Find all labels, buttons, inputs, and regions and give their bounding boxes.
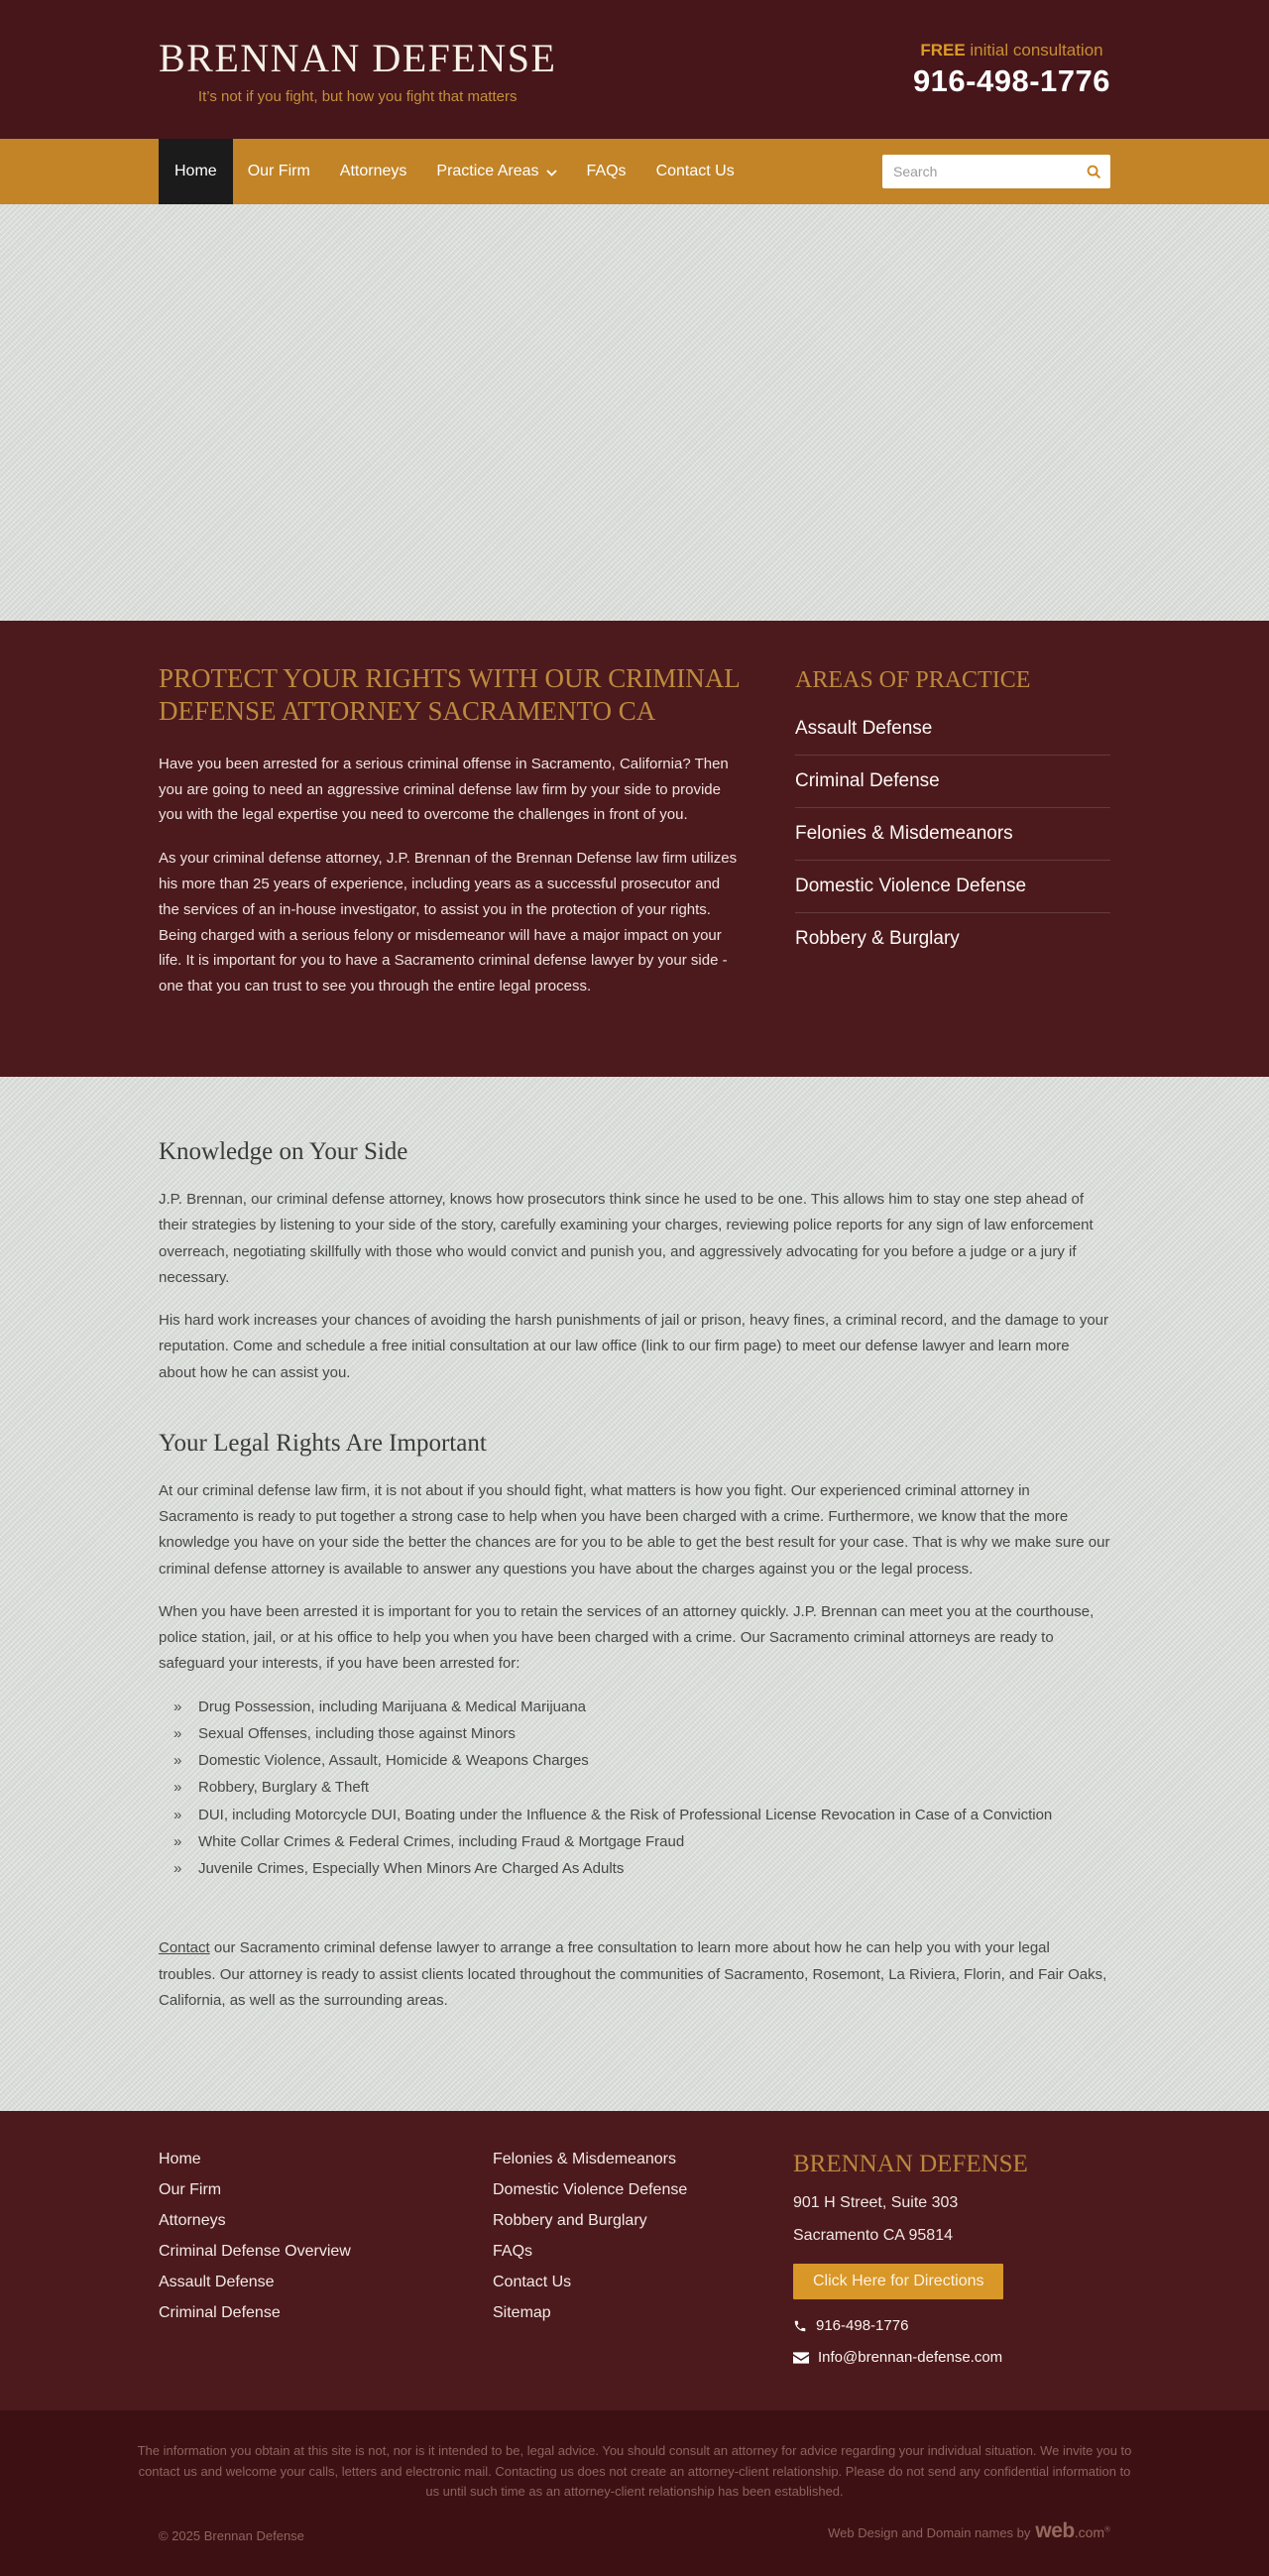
- search-icon[interactable]: [1083, 165, 1110, 179]
- list-item: » Robbery, Burglary & Theft: [173, 1775, 1110, 1801]
- footer-email-row[interactable]: [793, 2349, 1110, 2366]
- nav-item-practice-areas[interactable]: [421, 139, 571, 204]
- site-footer: [0, 2111, 1269, 2410]
- brand[interactable]: [159, 35, 556, 105]
- legal-rights-paragraph: At our criminal defense law firm, it is not about if you should fight, what matters is how you fight. Our experienced criminal attorney in Sacramento is ready to put together a strong case to help when you have been charged with a crime. Furthermore, we know that the more knowledge you have on your side the better the chances are for you to be able to get the best result for your case. That is why we make sure our criminal defense attorney is available to answer any questions you have about the charges against you or the legal process.: [159, 1481, 1110, 1578]
- footer-address-line1: 901 H Street, Suite 303: [793, 2194, 959, 2211]
- closing-text: our Sacramento criminal defense lawyer to arrange a free consultation to learn more about how he can help you with your legal troubles. Our attorney is ready to assist clients located throughout the communities of Sacramento, Rosemont, La Riviera, Florin, and Fair Oaks, California, as well as the surrounding areas.: [159, 1939, 1107, 2009]
- footer-link-criminal-defense-overview[interactable]: Criminal Defense Overview: [159, 2243, 351, 2260]
- arrow-bullet-icon: »: [173, 1779, 182, 1797]
- arrow-bullet-icon: »: [173, 1806, 182, 1823]
- search-input[interactable]: [882, 164, 1083, 179]
- footer-column-2: [493, 2151, 793, 2381]
- knowledge-paragraph: His hard work increases your chances of avoiding the harsh punishments of jail or prison, heavy fines, a criminal record, and the damage to your reputation. Come and schedule a free initial consultation at our law office (link to our firm page) to meet our defense lawyer and learn more about how he can assist you.: [159, 1312, 1108, 1381]
- nav-item-contact-us[interactable]: Contact Us: [655, 163, 735, 179]
- legal-rights-heading: Your Legal Rights Are Important: [159, 1429, 487, 1457]
- arrow-bullet-icon: »: [173, 1860, 182, 1877]
- arrow-bullet-icon: »: [173, 1724, 182, 1742]
- nav-list: [159, 139, 750, 204]
- list-item: » Domestic Violence, Assault, Homicide & Weapons Charges: [173, 1748, 1110, 1774]
- list-item: » White Collar Crimes & Federal Crimes, including Fraud & Mortgage Fraud: [173, 1829, 1110, 1855]
- webcom-logo[interactable]: web.com®: [1035, 2518, 1110, 2542]
- footer-phone-number[interactable]: 916-498-1776: [816, 2317, 909, 2334]
- header-cta: [913, 41, 1110, 99]
- intro-section: [0, 621, 1269, 1077]
- arrow-bullet-icon: »: [173, 1752, 182, 1769]
- arrow-bullet-icon: »: [173, 1698, 182, 1715]
- footer-link-felonies-misdemeanors[interactable]: Felonies & Misdemeanors: [493, 2151, 676, 2167]
- list-item: » Drug Possession, including Marijuana & Medical Marijuana: [173, 1695, 1110, 1720]
- free-consultation-text: [913, 41, 1110, 60]
- hero-image: [0, 204, 1269, 621]
- arrow-bullet-icon: »: [173, 1832, 182, 1850]
- chevron-down-icon: [546, 170, 557, 176]
- nav-item-home[interactable]: Home: [159, 139, 233, 204]
- footer-link-criminal-defense[interactable]: Criminal Defense: [159, 2304, 281, 2321]
- legal-rights-paragraph: When you have been arrested it is important for you to retain the services of an attorney quickly. J.P. Brennan can meet you at the courthouse, police station, jail, or at his office to help you when you have been charged with a crime. Our Sacramento criminal attorneys are ready to safeguard your interests, if you have been arrested for:: [159, 1602, 1095, 1673]
- footer-link-contact-us[interactable]: Contact Us: [493, 2274, 572, 2290]
- intro-main: [159, 662, 742, 1017]
- footer-address-line2: Sacramento CA 95814: [793, 2227, 953, 2244]
- consultation-label: initial consultation: [970, 40, 1103, 59]
- site-header: [0, 0, 1269, 139]
- copyright-text: © 2025 Brennan Defense: [159, 2527, 304, 2543]
- registered-mark: ®: [1104, 2524, 1110, 2534]
- footer-link-home[interactable]: Home: [159, 2151, 201, 2167]
- nav-item-practice-areas-label: Practice Areas: [436, 163, 539, 179]
- list-item: » DUI, including Motorcycle DUI, Boating under the Influence & the Risk of Professional License Revocation in Case of a Conviction: [173, 1803, 1110, 1828]
- footer-link-our-firm[interactable]: Our Firm: [159, 2181, 222, 2198]
- knowledge-paragraph: J.P. Brennan, our criminal defense attorney, knows how prosecutors think since he used to be one. This allows him to stay one step ahead of their strategies by listening to your side of the story, carefully examining your charges, reviewing police reports for any sign of law enforcement overreach, negotiating skillfully with those who would convict and punish you, and aggressively advocating for you before a judge or a jury if necessary.: [159, 1191, 1094, 1286]
- footer-link-domestic-violence-defense[interactable]: Domestic Violence Defense: [493, 2181, 688, 2198]
- closing-paragraph: [159, 1935, 1110, 2014]
- header-phone-number[interactable]: 916-498-1776: [912, 62, 1110, 98]
- legal-disclaimer: The information you obtain at this site is not, nor is it intended to be, legal advice. You should consult an attorney for advice regarding your individual situation. We invite you to contact us and welcome your calls, letters and electronic mail. Contacting us does not create an attorney-client relationship. Please do not send any confidential information to us until such time as an attorney-client relationship has been established.: [137, 2443, 1132, 2500]
- intro-paragraph: Have you been arrested for a serious criminal offense in Sacramento, California? Then you are going to need an aggressive criminal defense law firm by your side to provide you with the legal expertise you need to overcome the challenges in front of you.: [159, 755, 729, 824]
- phone-icon: [793, 2319, 807, 2333]
- site-tagline: It’s not if you fight, but how you fight that matters: [197, 87, 518, 105]
- charges-list: [173, 1695, 1110, 1883]
- knowledge-heading: Knowledge on Your Side: [159, 1138, 408, 1165]
- footer-column-1: [159, 2151, 493, 2381]
- contact-link[interactable]: Contact: [159, 1939, 210, 1957]
- directions-button[interactable]: Click Here for Directions: [793, 2264, 1003, 2299]
- practice-area-link-robbery-burglary[interactable]: Robbery & Burglary: [795, 928, 960, 949]
- practice-area-link-domestic-violence[interactable]: Domestic Violence Defense: [795, 861, 1110, 913]
- nav-item-attorneys[interactable]: Attorneys: [339, 163, 407, 179]
- free-label: FREE: [920, 40, 966, 59]
- footer-link-robbery-burglary[interactable]: Robbery and Burglary: [493, 2212, 647, 2229]
- practice-area-link-assault-defense[interactable]: Assault Defense: [795, 703, 1110, 756]
- intro-paragraph: As your criminal defense attorney, J.P. Brennan of the Brennan Defense law firm utilizes his more than 25 years of experience, including years as a successful prosecutor and the services of an in-house investigator, to assist you in the protection of your rights. Being charged with a serious felony or misdemeanor will have a major impact on your life. It is important for you to have a Sacramento criminal defense lawyer by your side - one that you can trust to see you through the entire legal process.: [159, 850, 738, 995]
- intro-heading: PROTECT YOUR RIGHTS WITH OUR CRIMINAL DEFENSE ATTORNEY SACRAMENTO CA: [159, 663, 740, 726]
- footer-link-sitemap[interactable]: Sitemap: [493, 2304, 551, 2321]
- nav-item-our-firm[interactable]: Our Firm: [247, 163, 310, 179]
- footer-link-faqs[interactable]: FAQs: [493, 2243, 533, 2260]
- search-box: [882, 155, 1110, 188]
- list-item: » Sexual Offenses, including those against Minors: [173, 1721, 1110, 1747]
- content-section: [0, 1077, 1269, 2111]
- practice-area-list: [795, 703, 1110, 965]
- nav-item-faqs[interactable]: FAQs: [586, 163, 627, 179]
- areas-of-practice: [795, 662, 1110, 1017]
- envelope-icon: [793, 2352, 809, 2364]
- footer-firm-info: [793, 2151, 1110, 2381]
- legal-bar: [0, 2410, 1269, 2576]
- practice-area-link-criminal-defense[interactable]: Criminal Defense: [795, 756, 1110, 808]
- footer-link-assault-defense[interactable]: Assault Defense: [159, 2274, 275, 2290]
- footer-firm-name: BRENNAN DEFENSE: [793, 2151, 1028, 2177]
- main-nav: [0, 139, 1269, 204]
- design-credit: [828, 2519, 1110, 2543]
- credit-prefix: Web Design and Domain names by: [828, 2524, 1031, 2540]
- site-logo[interactable]: BRENNAN DEFENSE: [159, 35, 557, 80]
- footer-phone-row[interactable]: [793, 2317, 1110, 2334]
- list-item: » Juvenile Crimes, Especially When Minors Are Charged As Adults: [173, 1856, 1110, 1882]
- footer-link-attorneys[interactable]: Attorneys: [159, 2212, 226, 2229]
- footer-email-address[interactable]: Info@brennan-defense.com: [818, 2349, 1003, 2366]
- areas-of-practice-heading: AREAS OF PRACTICE: [795, 667, 1031, 693]
- practice-area-link-felonies-misdemeanors[interactable]: Felonies & Misdemeanors: [795, 808, 1110, 861]
